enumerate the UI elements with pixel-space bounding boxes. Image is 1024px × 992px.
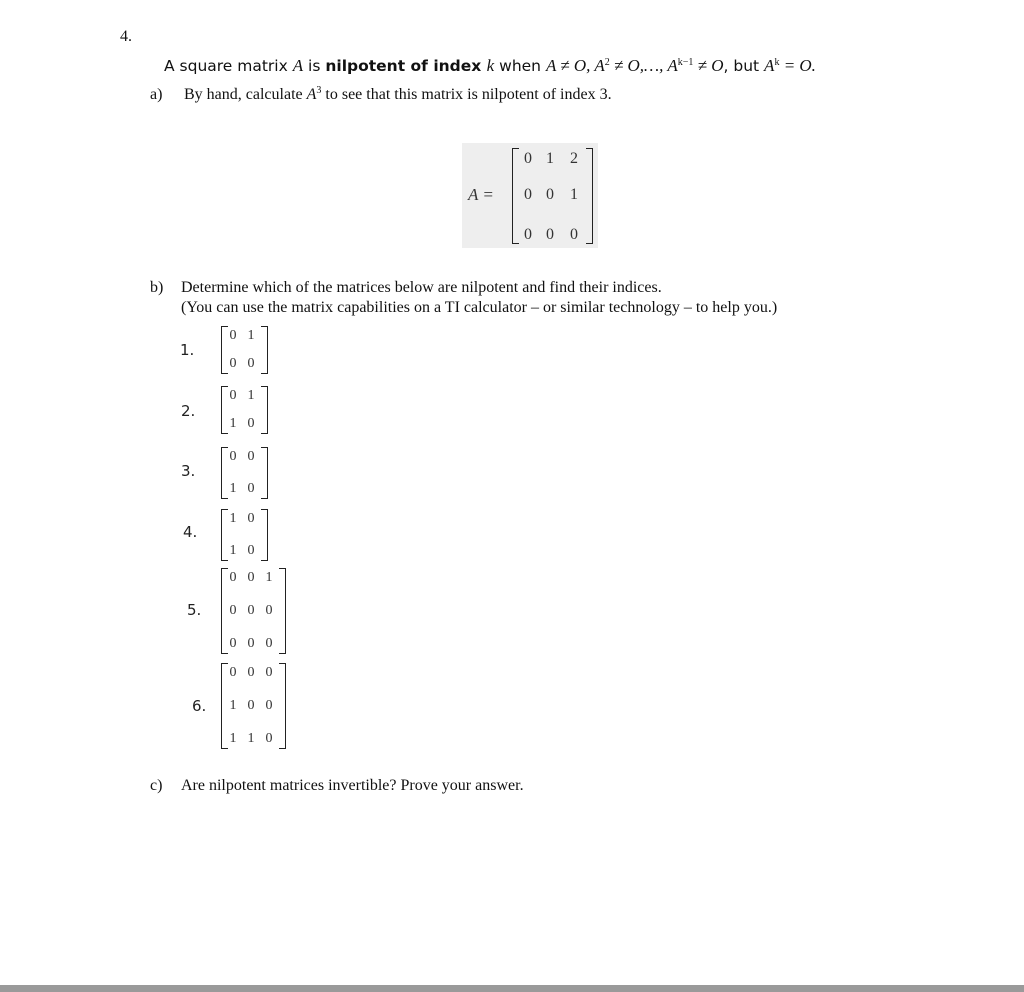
- matrix-item-label: 5.: [187, 601, 202, 619]
- matrix-cell: 0: [229, 570, 237, 585]
- matrix-cell: 1: [229, 511, 237, 526]
- matrix-cell: 0: [247, 449, 255, 464]
- matrix-cell: 0: [229, 603, 237, 618]
- matrix-item-label: 4.: [183, 523, 198, 541]
- matrix-a-cell: 0: [524, 150, 532, 167]
- matrix-cell: 1: [247, 731, 255, 746]
- part-a-label: a): [150, 86, 163, 103]
- matrix-cell: 0: [247, 356, 255, 371]
- matrix-a-cell: 0: [524, 226, 532, 243]
- matrix-cell: 0: [247, 636, 255, 651]
- matrix-right-bracket: [279, 663, 286, 749]
- part-b-text: Determine which of the matrices below are nilpotent and find their indices.: [181, 279, 662, 296]
- matrix-a-cell: 1: [570, 186, 578, 203]
- matrix-cell: 0: [229, 388, 237, 403]
- matrix-cell: 0: [265, 698, 273, 713]
- matrix-cell: 0: [265, 665, 273, 680]
- problem-number: 4.: [120, 28, 132, 45]
- definition-statement: A square matrix A is nilpotent of index k when A ≠ O, $A^2$ ≠ O,…, $A^{k-1} \ne O$, but $A^k = O$.: [164, 56, 816, 75]
- matrix-a-cell: 2: [570, 150, 578, 167]
- matrix-cell: 0: [247, 570, 255, 585]
- matrix-cell: 0: [265, 636, 273, 651]
- matrix-cell: 1: [229, 416, 237, 431]
- part-c-label: c): [150, 777, 163, 794]
- matrix-a-left-bracket: [512, 148, 519, 244]
- matrix-cell: 1: [265, 570, 273, 585]
- matrix-cell: 0: [265, 603, 273, 618]
- matrix-item-label: 1.: [180, 341, 195, 359]
- bottom-scrollbar[interactable]: [0, 985, 1024, 992]
- matrix-a-cell: 0: [546, 186, 554, 203]
- matrix-cell: 1: [247, 388, 255, 403]
- part-b-note: (You can use the matrix capabilities on a TI calculator – or similar technology – to help you.): [181, 299, 778, 316]
- matrix-right-bracket: [261, 509, 268, 561]
- matrix-a-cell: 1: [546, 150, 554, 167]
- matrix-cell: 0: [247, 698, 255, 713]
- part-c-text: Are nilpotent matrices invertible? Prove your answer.: [181, 777, 524, 794]
- matrix-right-bracket: [261, 447, 268, 499]
- matrix-cell: 1: [229, 543, 237, 558]
- matrix-cell: 0: [247, 416, 255, 431]
- matrix-item-label: 2.: [181, 402, 196, 420]
- matrix-right-bracket: [261, 326, 268, 374]
- matrix-cell: 0: [229, 328, 237, 343]
- matrix-right-bracket: [279, 568, 286, 654]
- matrix-cell: 0: [247, 665, 255, 680]
- matrix-a-cell: 0: [524, 186, 532, 203]
- matrix-cell: 0: [229, 449, 237, 464]
- matrix-a-cell: 0: [546, 226, 554, 243]
- matrix-cell: 0: [247, 511, 255, 526]
- matrix-cell: 1: [229, 731, 237, 746]
- matrix-cell: 1: [229, 481, 237, 496]
- matrix-right-bracket: [261, 386, 268, 434]
- matrix-cell: 0: [247, 543, 255, 558]
- matrix-cell: 0: [229, 356, 237, 371]
- matrix-cell: 1: [247, 328, 255, 343]
- matrix-cell: 0: [247, 603, 255, 618]
- matrix-item-label: 6.: [192, 697, 207, 715]
- part-a-text: By hand, calculate $A^3$ to see that this matrix is nilpotent of index 3.: [184, 85, 612, 103]
- matrix-cell: 0: [265, 731, 273, 746]
- matrix-a-label: A =: [468, 185, 494, 204]
- matrix-cell: 0: [247, 481, 255, 496]
- matrix-cell: 1: [229, 698, 237, 713]
- matrix-cell: 0: [229, 665, 237, 680]
- matrix-item-label: 3.: [181, 462, 196, 480]
- matrix-cell: 0: [229, 636, 237, 651]
- matrix-a-cell: 0: [570, 226, 578, 243]
- matrix-a-right-bracket: [586, 148, 593, 244]
- part-b-label: b): [150, 279, 164, 296]
